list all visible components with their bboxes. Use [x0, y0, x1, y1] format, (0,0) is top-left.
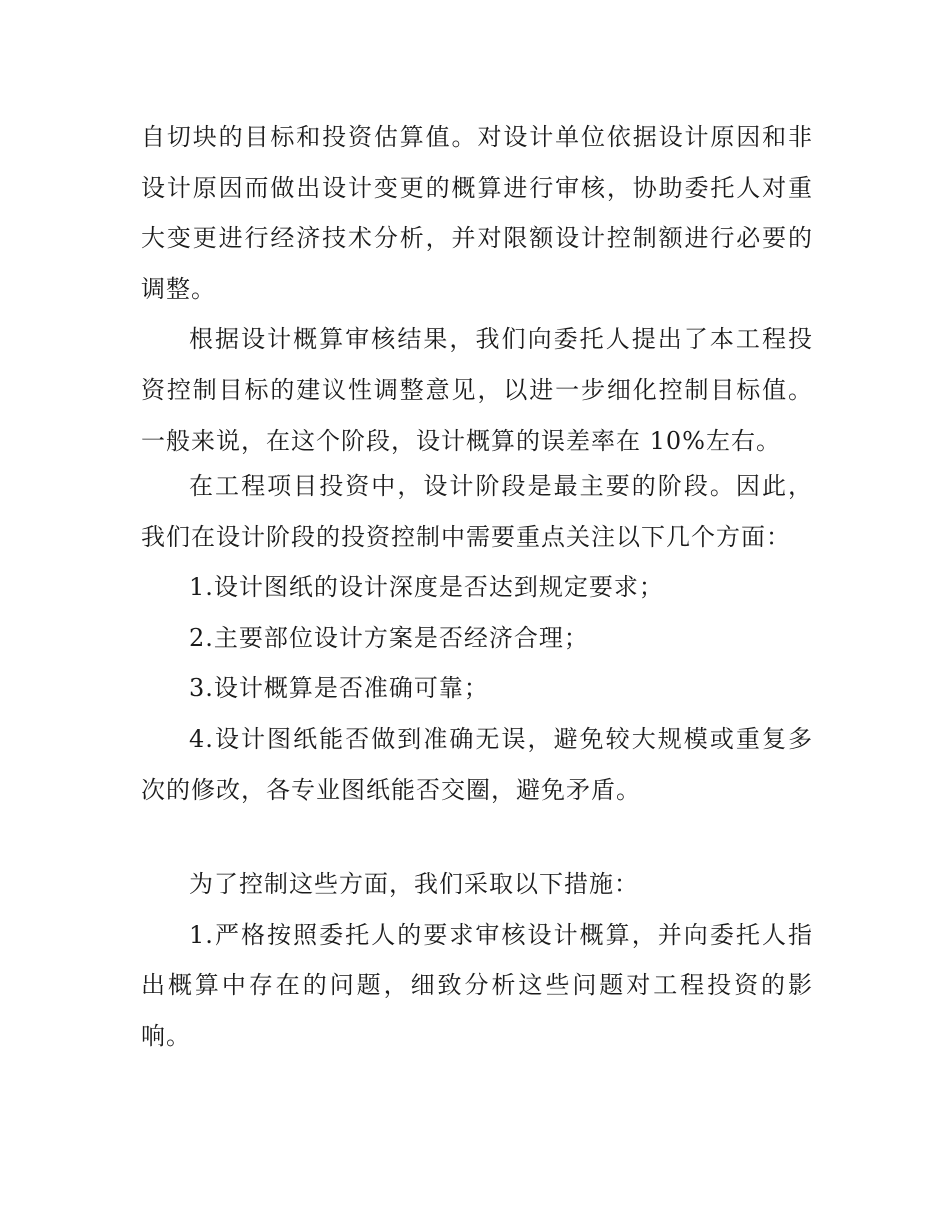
- text-section-3: [141, 859, 813, 1061]
- paragraph-design-stage: 在工程项目投资中，设计阶段是最主要的阶段。因此，我们在设计阶段的投资控制中需要重点关注以下几个方面：: [141, 472, 813, 551]
- text-section-1: [141, 112, 813, 466]
- text-section-2: [141, 461, 813, 815]
- list-item-4: 4.设计图纸能否做到准确无误，避免较大规模或重复多次的修改，各专业图纸能否交圈，避免矛盾。: [141, 724, 813, 804]
- measure-item-1: 1.严格按照委托人的要求审核设计概算，并向委托人指出概算中存在的问题，细致分析这些问题对工程投资的影响。: [141, 920, 813, 1050]
- paragraph-adjustment: 根据设计概算审核结果，我们向委托人提出了本工程投资控制目标的建议性调整意见，以进一步细化控制目标值。一般来说，在这个阶段，设计概算的误差率在 10%左右。: [141, 325, 813, 455]
- paragraph-continuation: 自切块的目标和投资估算值。对设计单位依据设计原因和非设计原因而做出设计变更的概算进行审核，协助委托人对重大变更进行经济技术分析，并对限额设计控制额进行必要的调整。: [141, 123, 813, 303]
- list-item-2: 2.主要部位设计方案是否经济合理；: [189, 623, 589, 652]
- list-item-3: 3.设计概算是否准确可靠；: [189, 674, 489, 703]
- list-item-1: 1.设计图纸的设计深度是否达到规定要求；: [189, 573, 664, 602]
- paragraph-measures: 为了控制这些方面，我们采取以下措施：: [189, 870, 639, 898]
